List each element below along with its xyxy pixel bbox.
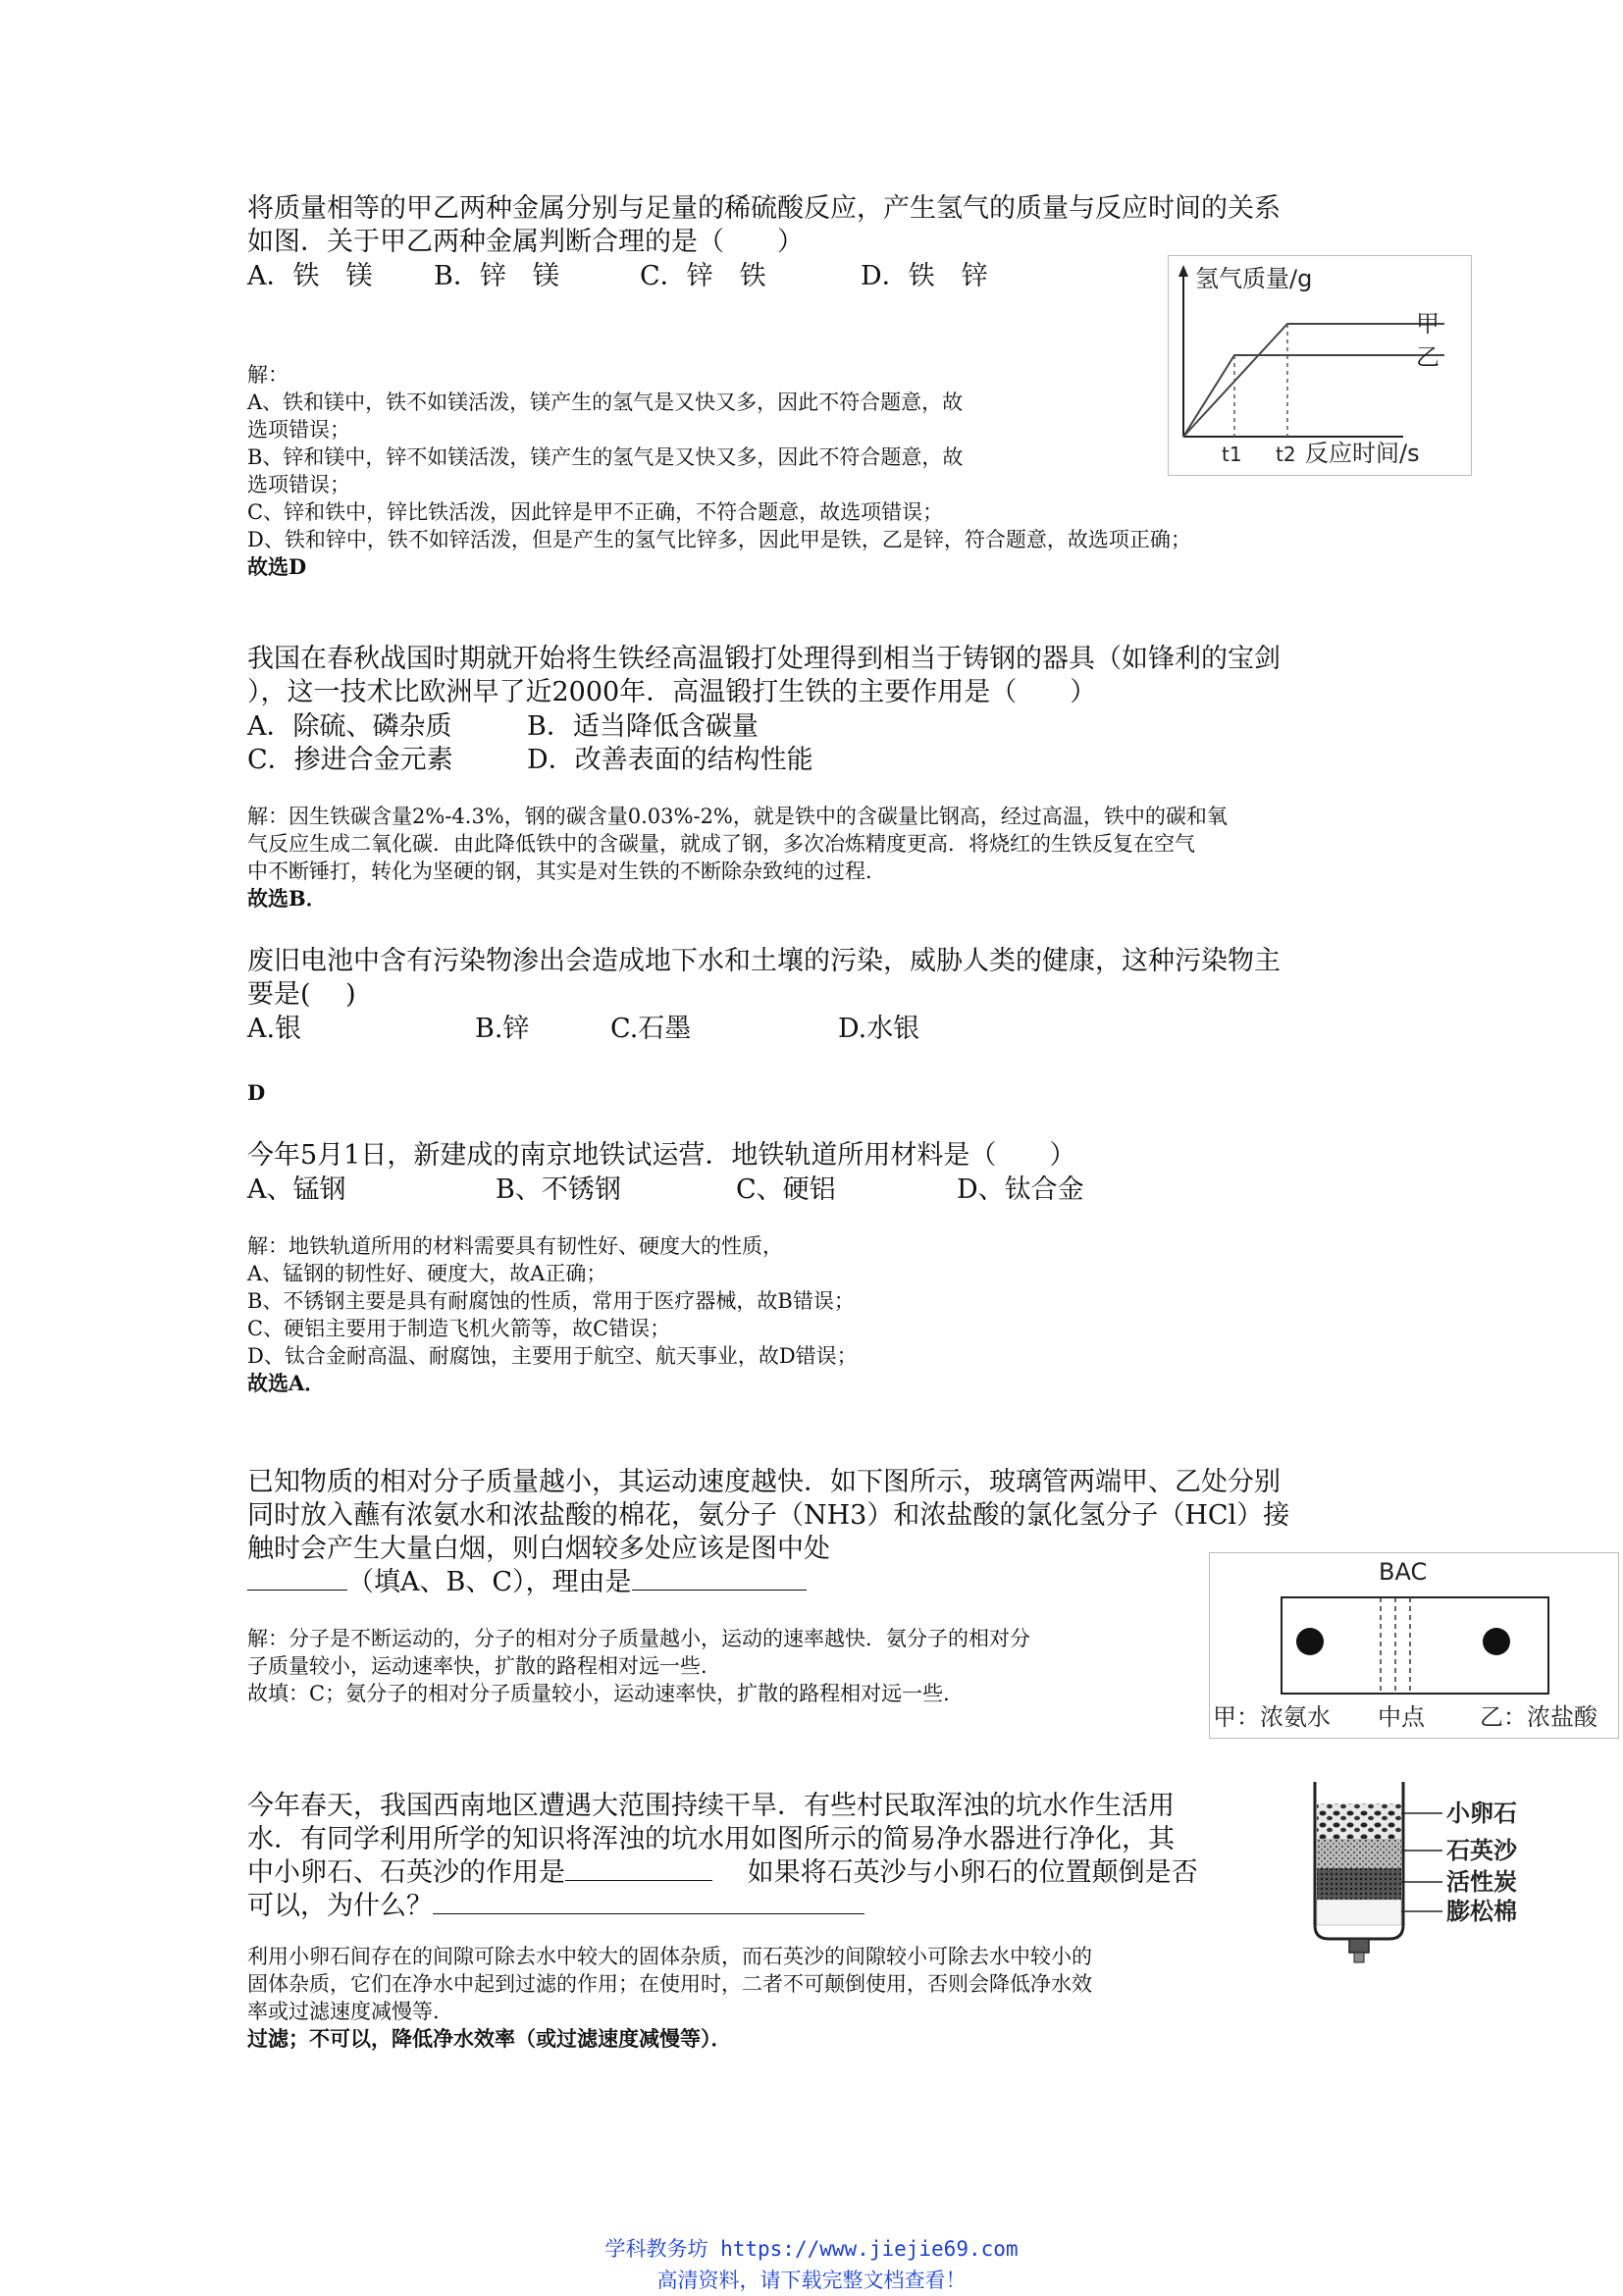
answer-line: A、锰钢的韧性好、硬度大，故A正确；: [247, 1262, 607, 1285]
stem-line4: 可以，为什么？: [247, 1891, 433, 1921]
t1-label: t1: [1222, 443, 1242, 466]
answer-line: B、不锈钢主要是具有耐腐蚀的性质，常用于医疗器械，故B错误；: [247, 1289, 855, 1313]
series-yi-line: [1183, 355, 1444, 437]
answer-line: 固体杂质，它们在净水中起到过滤的作用；在使用时，二者不可颠倒使用，否则会降低净水效: [247, 1972, 1092, 1996]
question-1-stem: [247, 192, 1281, 259]
answer-line: 解：因生铁碳含量2%-4.3%，钢的碳含量0.03%-2%，就是铁中的含碳量比钢高，经过高温，铁中的碳和氧: [247, 805, 1228, 828]
series-jia-label: 甲: [1416, 310, 1440, 338]
option-b: B．锌 镁: [434, 261, 559, 291]
option-a: A、锰钢: [247, 1174, 346, 1205]
option-a: A.银: [247, 1014, 302, 1044]
stem-line: 废旧电池中含有污染物渗出会造成地下水和土壤的污染，威胁人类的健康，这种污染物主: [247, 946, 1281, 976]
series-jia-line: [1183, 324, 1444, 437]
answer-line: 气反应生成二氧化碳．由此降低铁中的含碳量，就成了钢，多次冶炼精度更高．将烧红的生铁反复在空气: [247, 832, 1195, 856]
bac-label: BAC: [1379, 1558, 1428, 1586]
series-yi-label: 乙: [1416, 343, 1440, 371]
answer-line: 解：分子是不断运动的，分子的相对分子质量越小，运动的速率越快．氨分子的相对分: [247, 1627, 1030, 1650]
stem-line: 同时放入蘸有浓氨水和浓盐酸的棉花，氨分子（NH3）和浓盐酸的氯化氢分子（HCl）接: [247, 1500, 1290, 1531]
stem-line: 触时会产生大量白烟，则白烟较多处应该是图中处: [247, 1534, 830, 1564]
carbon-label: 活性炭: [1446, 1868, 1517, 1896]
question-4-stem: [247, 1139, 1075, 1173]
question-2-stem: [247, 643, 1281, 709]
option-b: B.锌: [475, 1014, 530, 1044]
stem-line: ），这一技术比欧洲早了近2000年．高温锻打生铁的主要作用是（ ）: [247, 677, 1097, 707]
mid-label: 中点: [1378, 1703, 1425, 1731]
stem-line: 已知物质的相对分子质量越小，其运动速度越快．如下图所示，玻璃管两端甲、乙处分别: [247, 1467, 1281, 1497]
sand-layer: [1317, 1839, 1401, 1868]
carbon-layer: [1317, 1868, 1401, 1900]
glass-tube-figure: [1209, 1552, 1619, 1739]
option-a: A．铁 镁: [247, 261, 373, 291]
answer-line: B、锌和镁中，锌不如镁活泼，镁产生的氢气是又快又多，因此不符合题意，故: [247, 445, 964, 469]
option-c: C.石墨: [610, 1014, 692, 1044]
pebble-layer: [1317, 1803, 1401, 1839]
option-c: C、硬铝: [736, 1174, 836, 1205]
answer-line: A、铁和镁中，铁不如镁活泼，镁产生的氢气是又快又多，因此不符合题意，故: [247, 391, 964, 414]
footer-link[interactable]: 学科教务坊 https://www.jiejie69.com: [604, 2237, 1019, 2261]
left-label: 甲：浓氨水: [1213, 1703, 1331, 1731]
hydrogen-graph-figure: [1168, 255, 1472, 476]
stem-line3-b: 如果将石英沙与小卵石的位置颠倒是否: [747, 1857, 1198, 1888]
answer-line: 选项错误；: [247, 418, 350, 442]
question-3-answer: [247, 1079, 265, 1107]
option-d: D、钛合金: [957, 1174, 1084, 1205]
option-a: A．除硫、磷杂质: [247, 711, 452, 742]
question-1-options: [247, 260, 988, 293]
footer-note: 高清资料，请下载完整文档查看！: [656, 2269, 967, 2292]
cotton-label: 膨松棉: [1446, 1898, 1517, 1925]
answer-line: D、铁和锌中，铁不如锌活泼，但是产生的氢气比锌多，因此甲是铁，乙是锌，符合题意，故选项正确；: [247, 528, 1191, 551]
water-purifier-figure: [1305, 1774, 1580, 1980]
stem-line: 要是( ): [247, 979, 356, 1010]
answer-line: 中不断锤打，转化为坚硬的钢，其实是对生铁的不断除杂致纯的过程．: [247, 860, 886, 883]
question-1-answer: [247, 361, 1191, 581]
cotton-layer: [1317, 1900, 1401, 1925]
stem-fill-line: [247, 1566, 1289, 1599]
pebble-label: 小卵石: [1446, 1800, 1517, 1827]
answer-blank[interactable]: [247, 1566, 347, 1591]
effect-blank[interactable]: [565, 1856, 712, 1881]
option-c: C．锌 铁: [640, 261, 766, 291]
stem-line: 今年5月1日，新建成的南京地铁试运营．地铁轨道所用材料是（ ）: [247, 1140, 1076, 1171]
question-4-answer: [247, 1232, 858, 1397]
option-d: D．改善表面的结构性能: [527, 745, 813, 775]
stem-line: 我国在春秋战国时期就开始将生铁经高温锻打处理得到相当于铸钢的器具（如锋利的宝剑: [247, 644, 1281, 674]
reason-blank[interactable]: [632, 1566, 807, 1591]
answer-line: C、硬铝主要用于制造飞机火箭等，故C错误；: [247, 1317, 671, 1340]
fill-text: （填A、B、C），理由是: [347, 1567, 632, 1597]
final-answer: 过滤；不可以，降低净水效率（或过滤速度减慢等）．: [247, 2026, 732, 2051]
right-label: 乙：浓盐酸: [1480, 1703, 1597, 1731]
stem-line3-a: 中小卵石、石英沙的作用是: [247, 1857, 565, 1888]
stem-line: [247, 1890, 1198, 1923]
option-d: D.水银: [838, 1014, 920, 1044]
answer-line: D、钛合金耐高温、耐腐蚀，主要用于航空、航天事业，故D错误；: [247, 1344, 858, 1368]
question-6-answer: [247, 1943, 1092, 2053]
final-answer: 故选A．: [247, 1371, 326, 1395]
question-6-stem: [247, 1790, 1198, 1923]
final-answer: 故选B．: [247, 886, 327, 911]
answer-line: 子质量较小，运动速率快，扩散的路程相对远一些．: [247, 1654, 721, 1678]
answer-line: 解：地铁轨道所用的材料需要具有韧性好、硬度大的性质，: [247, 1234, 783, 1258]
option-b: B、不锈钢: [496, 1174, 621, 1205]
outlet-valve: [1349, 1939, 1369, 1953]
answer-line: 率或过滤速度减慢等．: [247, 2000, 453, 2023]
question-2-options-row2: [247, 744, 813, 777]
stem-line: 今年春天，我国西南地区遭遇大范围持续干旱．有些村民取浑浊的坑水作生活用: [247, 1791, 1175, 1821]
question-2-options: [247, 710, 759, 744]
stem-line: 将质量相等的甲乙两种金属分别与足量的稀硫酸反应，产生氢气的质量与反应时间的关系: [247, 193, 1281, 224]
question-4-options: [247, 1174, 1084, 1207]
hcl-cotton: [1483, 1628, 1510, 1655]
answer-line: 解：: [247, 363, 288, 387]
question-3-options: [247, 1013, 919, 1046]
question-3-stem: [247, 945, 1281, 1012]
reason-blank[interactable]: [433, 1890, 864, 1914]
answer-line: 利用小卵石间存在的间隙可除去水中较大的固体杂质，而石英沙的间隙较小可除去水中较小的: [247, 1945, 1092, 1968]
t2-label: t2: [1276, 443, 1296, 466]
outlet-tip: [1354, 1953, 1364, 1962]
question-2-answer: [247, 803, 1228, 913]
stem-line: 水．有同学利用所学的知识将浑浊的坑水用如图所示的简易净水器进行净化，其: [247, 1824, 1175, 1854]
y-axis-arrow: [1178, 265, 1188, 277]
question-5-stem: [247, 1466, 1289, 1599]
stem-line: 如图．关于甲乙两种金属判断合理的是（ ）: [247, 227, 804, 257]
option-d: D．铁 锌: [861, 261, 988, 291]
final-answer: 故选D: [247, 554, 307, 579]
ammonia-cotton: [1296, 1628, 1324, 1655]
x-axis-label: 反应时间/s: [1305, 440, 1420, 467]
y-axis-label: 氢气质量/g: [1195, 265, 1313, 292]
question-5-answer: [247, 1625, 1030, 1707]
option-c: C．掺进合金元素: [247, 745, 453, 775]
final-answer: D: [247, 1080, 266, 1105]
stem-line: [247, 1856, 1198, 1890]
option-b: B．适当降低含碳量: [527, 711, 759, 742]
answer-line: C、锌和铁中，锌比铁活泼，因此锌是甲不正确，不符合题意，故选项错误；: [247, 500, 944, 524]
sand-label: 石英沙: [1446, 1837, 1517, 1864]
answer-line: 故填：C；氨分子的相对分子质量较小，运动速率快，扩散的路程相对远一些．: [247, 1682, 965, 1705]
answer-line: 选项错误；: [247, 473, 350, 496]
